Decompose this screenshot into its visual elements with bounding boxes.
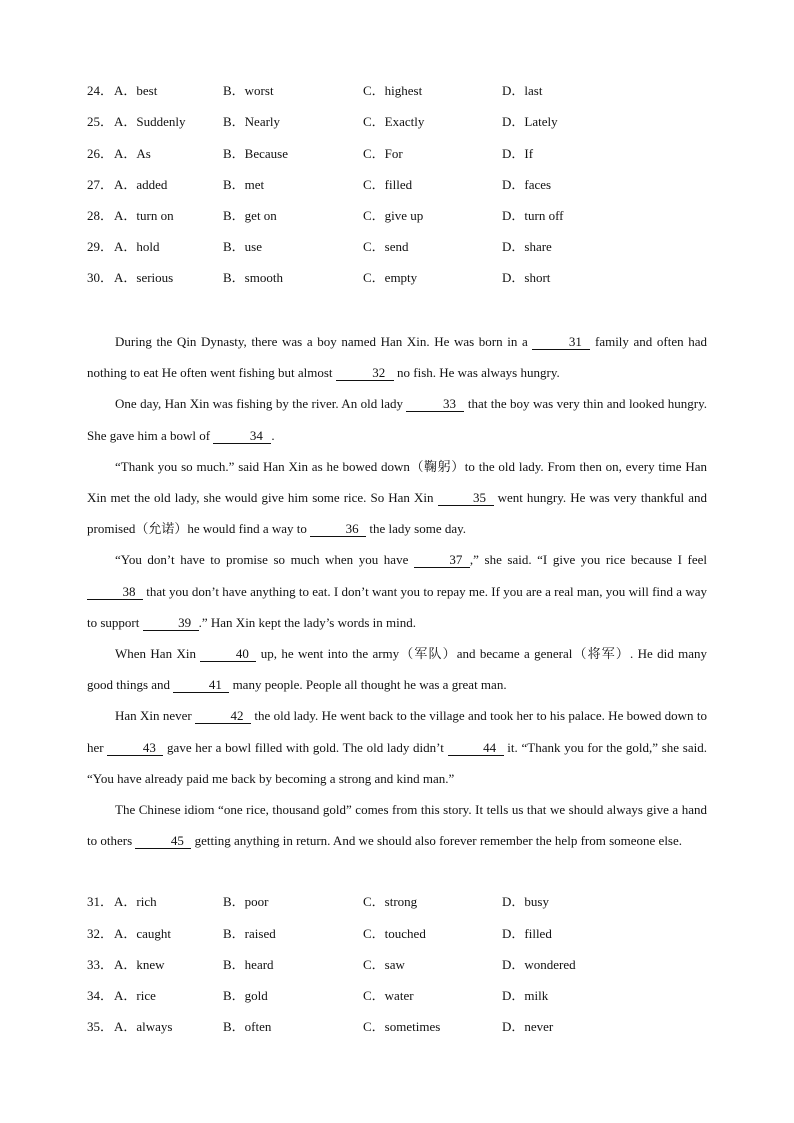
option-b: B．raised: [223, 926, 276, 941]
option-c: C．send: [363, 239, 409, 254]
paragraph-3: [87, 451, 707, 545]
question-number: 25．: [87, 114, 114, 129]
option-b: B．use: [223, 239, 263, 254]
question-number: 27．: [87, 177, 114, 192]
passage-text: getting anything in return. And we should also forever remember the help from someone else.: [191, 833, 683, 849]
question-row-29: [87, 236, 727, 258]
option-b: B．often: [223, 1019, 272, 1034]
option-c: C．give up: [363, 208, 424, 223]
option-a: A．Suddenly: [114, 114, 186, 129]
question-number: 29．: [87, 239, 114, 254]
option-a: A．serious: [114, 270, 174, 285]
option-a: A．always: [114, 1019, 173, 1034]
option-d: D．filled: [502, 926, 552, 941]
option-a: A．rich: [114, 894, 157, 909]
option-c: C．highest: [363, 83, 423, 98]
option-b: B．met: [223, 177, 265, 192]
question-row-31: [87, 891, 727, 913]
option-d: D．busy: [502, 894, 549, 909]
option-c: C．touched: [363, 926, 426, 941]
passage-text: The Chinese idiom “one rice, thousand gold” comes from this story. It tells us that we should always give a hand to others: [87, 802, 707, 849]
option-c: C．empty: [363, 270, 418, 285]
option-d: D．faces: [502, 177, 552, 192]
option-b: B．heard: [223, 957, 274, 972]
option-a: A．knew: [114, 957, 165, 972]
paragraph-5: [87, 638, 707, 700]
option-c: C．Exactly: [363, 114, 425, 129]
paragraph-6: [87, 700, 707, 794]
question-row-24: [87, 80, 727, 102]
blank-42: 42: [195, 708, 251, 724]
option-a: A．rice: [114, 988, 156, 1003]
option-b: B．get on: [223, 208, 277, 223]
option-c: C．saw: [363, 957, 405, 972]
question-number: 31．: [87, 894, 114, 909]
passage-text: One day, Han Xin was fishing by the river. An old lady: [115, 396, 407, 412]
option-c: C．water: [363, 988, 414, 1003]
paragraph-1: [87, 326, 707, 388]
option-b: B．Because: [223, 146, 288, 161]
question-number: 24．: [87, 83, 114, 98]
option-a: A．turn on: [114, 208, 174, 223]
blank-43: 43: [107, 740, 163, 756]
blank-32: 32: [336, 365, 394, 381]
question-row-30: [87, 267, 727, 289]
option-d: D．If: [502, 146, 534, 161]
option-c: C．sometimes: [363, 1019, 441, 1034]
blank-31: 31: [532, 334, 590, 350]
question-row-32: [87, 923, 727, 945]
option-d: D．never: [502, 1019, 554, 1034]
option-d: D．turn off: [502, 208, 564, 223]
option-a: A．caught: [114, 926, 172, 941]
blank-36: 36: [310, 521, 366, 537]
option-b: B．gold: [223, 988, 268, 1003]
passage-text: During the Qin Dynasty, there was a boy named Han Xin. He was born in a: [115, 334, 533, 349]
question-number: 35．: [87, 1019, 114, 1034]
option-d: D．milk: [502, 988, 549, 1003]
option-b: B．smooth: [223, 270, 283, 285]
blank-45: 45: [135, 833, 191, 849]
passage-text: the old lady. He went back to the village and took her to his palace. He bowed down to her: [87, 708, 708, 755]
question-number: 34．: [87, 988, 114, 1003]
question-number: 33．: [87, 957, 114, 972]
passage-text: Han Xin never: [115, 708, 196, 724]
passage-text: .” Han Xin kept the lady’s words in mind.: [198, 614, 416, 630]
question-number: 28．: [87, 208, 114, 223]
option-b: B．Nearly: [223, 114, 281, 129]
paragraph-2: [87, 388, 707, 450]
blank-33: 33: [406, 396, 464, 412]
passage-text: family and often had nothing to eat He often went fishing but almost: [87, 334, 708, 381]
passage-text: .: [271, 427, 275, 443]
passage-text: that the boy was very thin and looked hungry. She gave him a bowl of: [87, 396, 707, 443]
option-d: D．short: [502, 270, 551, 285]
passage-text: When Han Xin: [115, 646, 201, 662]
option-a: A．As: [114, 146, 151, 161]
passage-text: up, he went into the army（军队）and became a general（将军）. He did many good things and: [87, 646, 708, 693]
option-a: A．added: [114, 177, 168, 192]
option-c: C．strong: [363, 894, 418, 909]
question-row-25: [87, 111, 727, 133]
blank-41: 41: [173, 677, 229, 693]
blank-37: 37: [414, 552, 470, 568]
option-c: C．filled: [363, 177, 413, 192]
passage-text: many people. People all thought he was a great man.: [229, 677, 507, 693]
paragraph-7: [87, 794, 707, 856]
blank-40: 40: [200, 646, 256, 662]
passage-text: gave her a bowl filled with gold. The old lady didn’t: [163, 739, 448, 755]
passage-text: the lady some day.: [366, 521, 467, 537]
passage-text: went hungry. He was very thankful and promised（允诺）he would find a way to: [87, 490, 707, 537]
passage-text: “You don’t have to promise so much when you have: [115, 552, 414, 568]
option-d: D．Lately: [502, 114, 558, 129]
cloze-passage: [87, 326, 707, 856]
question-row-33: [87, 954, 727, 976]
blank-34: 34: [213, 428, 271, 444]
passage-text: no fish. He was always hungry.: [393, 365, 560, 381]
option-a: A．hold: [114, 239, 160, 254]
blank-44: 44: [448, 740, 504, 756]
option-b: B．poor: [223, 894, 269, 909]
question-row-26: [87, 143, 727, 165]
question-number: 26．: [87, 146, 114, 161]
question-row-34: [87, 985, 727, 1007]
option-c: C．For: [363, 146, 403, 161]
option-d: D．wondered: [502, 957, 576, 972]
blank-39: 39: [143, 615, 199, 631]
passage-text: that you don’t have anything to eat. I don’t want you to repay me. If you are a real man, you will find a way to support: [87, 583, 707, 630]
question-row-35: [87, 1016, 727, 1038]
passage-text: “Thank you so much.” said Han Xin as he bowed down（鞠躬）to the old lady. From then on, every time Han Xin met the old lady, she would give him some rice. So Han Xin: [87, 458, 707, 506]
question-number: 30．: [87, 270, 114, 285]
question-row-28: [87, 205, 727, 227]
option-d: D．last: [502, 83, 543, 98]
blank-38: 38: [87, 584, 143, 600]
question-number: 32．: [87, 926, 114, 941]
question-row-27: [87, 174, 727, 196]
option-d: D．share: [502, 239, 552, 254]
option-a: A．best: [114, 83, 158, 98]
paragraph-4: [87, 544, 707, 638]
blank-35: 35: [438, 490, 494, 506]
passage-text: it. “Thank you for the gold,” she said. “You have already paid me back by becoming a strong and kind man.”: [87, 739, 707, 786]
option-b: B．worst: [223, 83, 274, 98]
passage-text: ,” she said. “I give you rice because I feel: [469, 552, 707, 568]
